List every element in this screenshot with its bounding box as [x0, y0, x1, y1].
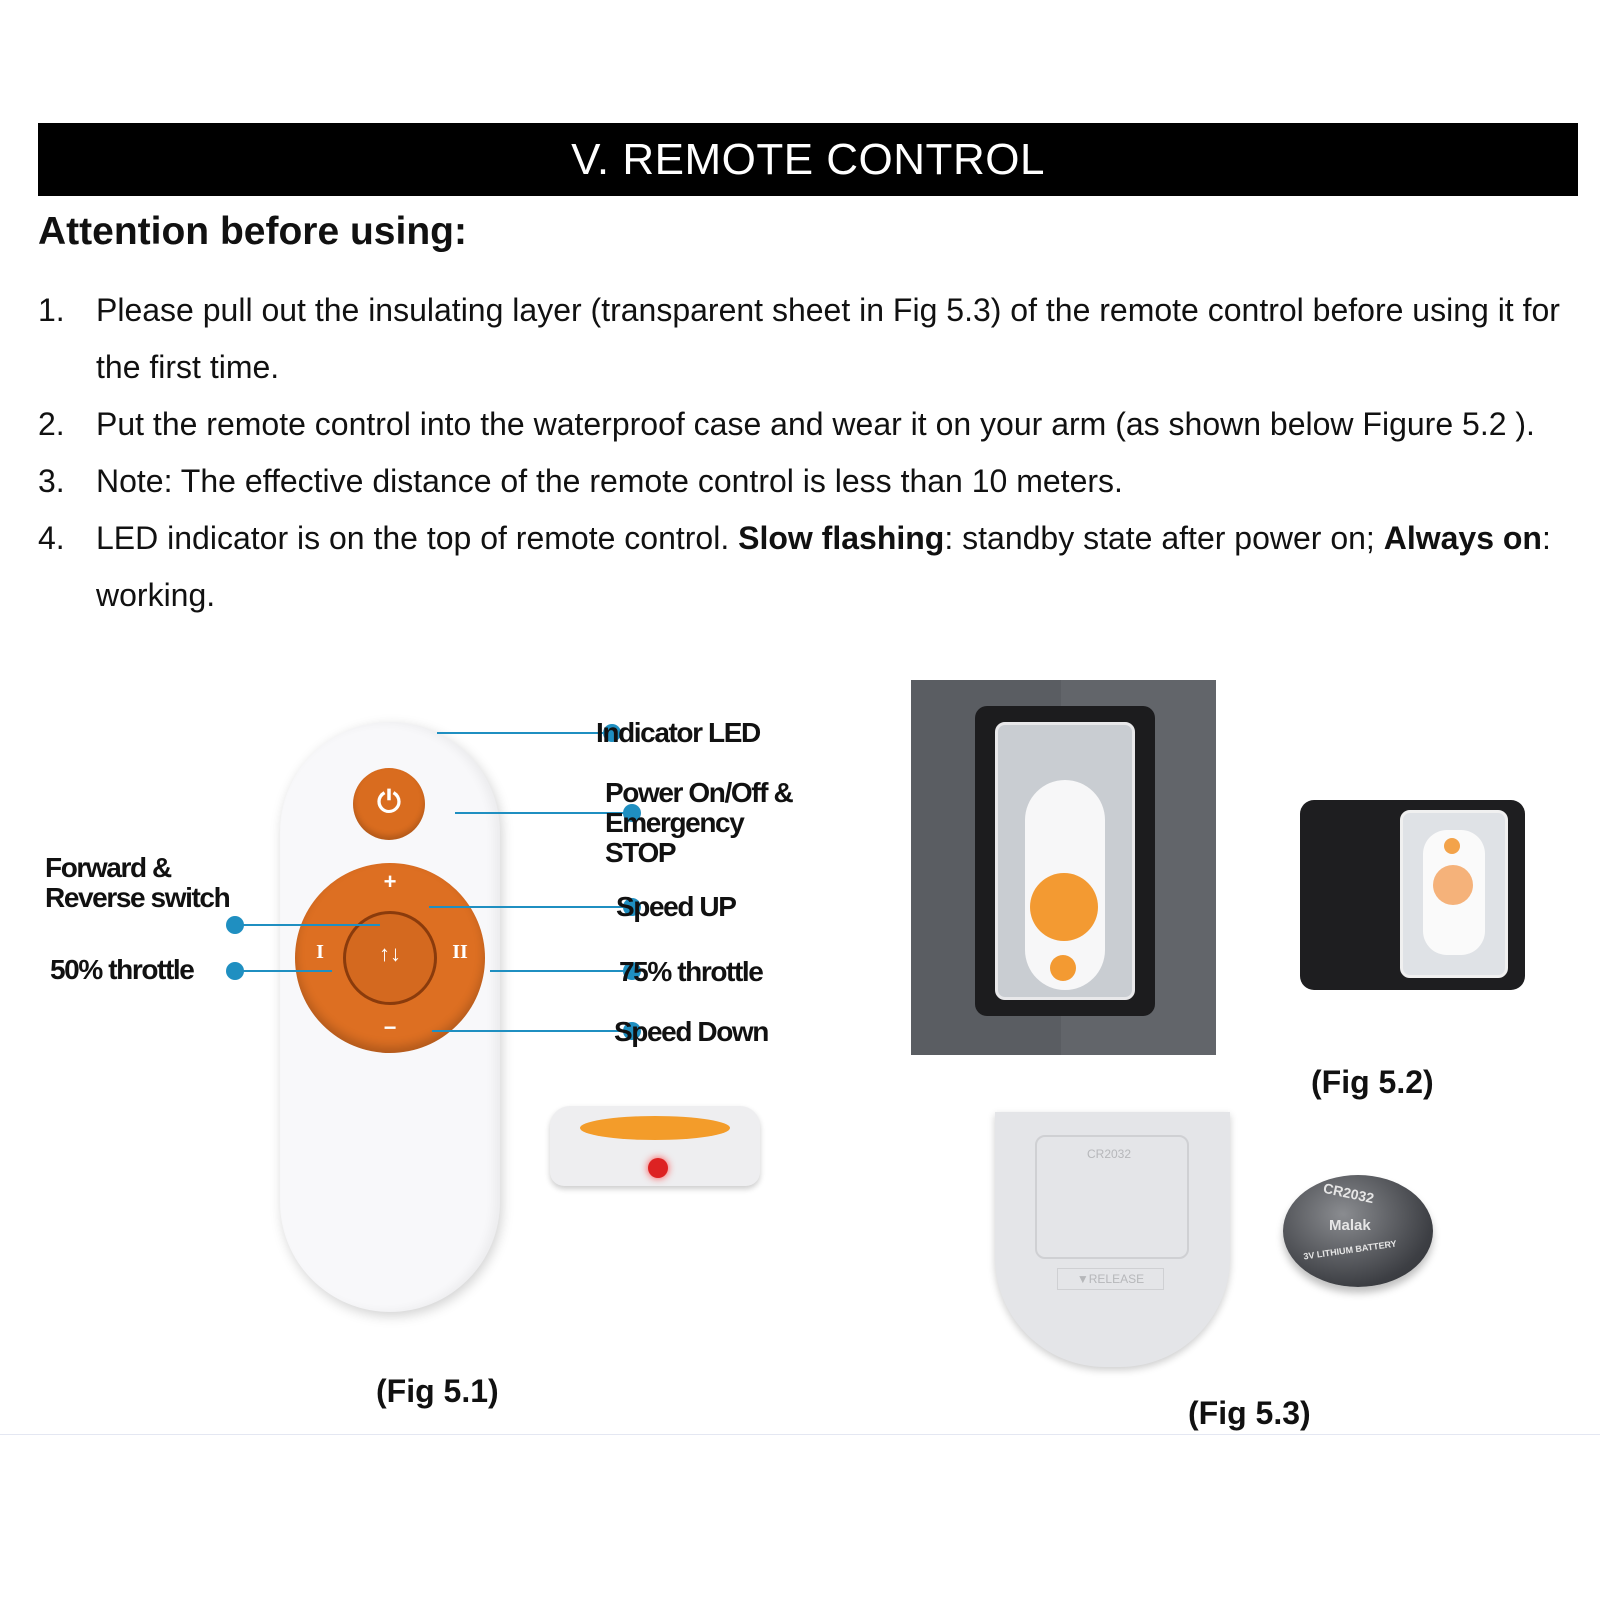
remote-power-illustration — [1444, 838, 1460, 854]
callout-line — [437, 732, 610, 734]
instruction-number: 4. — [38, 520, 65, 556]
battery-type-label: 3V LITHIUM BATTERY — [1302, 1238, 1398, 1262]
callout-line — [432, 1030, 626, 1032]
remote-top-button-illustration — [580, 1116, 730, 1140]
speed-down-label: Speed Down — [614, 1016, 769, 1047]
callout-line — [455, 812, 630, 814]
instruction-text: Note: The effective distance of the remote control is less than 10 meters. — [96, 463, 1123, 499]
callout-line — [242, 970, 332, 972]
throttle-75-icon: II — [452, 941, 468, 963]
power-button-illustration — [353, 768, 425, 840]
fig51-caption: (Fig 5.1) — [376, 1373, 499, 1409]
forward-reverse-label: Forward & Reverse switch — [45, 852, 230, 913]
fig53-caption: (Fig 5.3) — [1188, 1395, 1311, 1431]
release-label: ▼RELEASE — [1057, 1268, 1164, 1290]
throttle-50-label: 50% throttle — [50, 954, 194, 985]
instruction-text: : standby state after power on; — [944, 520, 1384, 556]
battery-model-label: CR2032 — [1321, 1179, 1376, 1207]
instruction-bold-term: Slow flashing — [738, 520, 945, 556]
instruction-text: LED indicator is on the top of remote control. — [96, 520, 739, 556]
power-label: Power On/Off & Emergency STOP — [605, 777, 793, 868]
power-icon: ⏻ — [377, 786, 401, 819]
callout-dot — [226, 916, 244, 934]
remote-diagram — [40, 680, 810, 1330]
page-divider — [0, 1434, 1600, 1435]
battery-brand-label: Malak — [1329, 1217, 1371, 1234]
instruction-text: Please pull out the insulating layer (transparent sheet in Fig 5.3) of the remote control before using it for the first time. — [96, 292, 1560, 385]
instruction-item — [38, 396, 1578, 453]
section-header — [38, 123, 1578, 196]
instruction-text: Put the remote control into the waterproof case and wear it on your arm (as shown below Figure 5.2 ). — [96, 406, 1535, 442]
instruction-text: : working. — [96, 520, 1551, 613]
remote-dpad-illustration — [1030, 873, 1098, 941]
instruction-number: 2. — [38, 406, 65, 442]
instruction-list — [38, 282, 1578, 624]
instruction-item — [38, 510, 1578, 624]
instruction-item — [38, 282, 1578, 396]
battery-cover-label: CR2032 — [1087, 1147, 1132, 1161]
instruction-number: 3. — [38, 463, 65, 499]
attention-heading: Attention before using: — [38, 210, 467, 253]
instruction-bold-term: Always on — [1383, 520, 1542, 556]
callout-line — [490, 970, 626, 972]
instruction-number: 1. — [38, 292, 65, 328]
remote-power-illustration — [1050, 955, 1076, 981]
plus-icon: + — [383, 869, 397, 894]
throttle-50-icon: I — [316, 941, 324, 963]
coin-battery-photo — [1283, 1175, 1433, 1287]
fig52-caption: (Fig 5.2) — [1311, 1064, 1434, 1100]
remote-dpad-illustration — [1433, 865, 1473, 905]
callout-line — [242, 924, 380, 926]
indicator-led-icon — [648, 1158, 668, 1178]
section-title: V. REMOTE CONTROL — [571, 134, 1045, 184]
indicator-led-label: Indicator LED — [596, 717, 760, 748]
throttle-75-label: 75% throttle — [619, 956, 763, 987]
speed-up-label: Speed UP — [616, 891, 736, 922]
instruction-item — [38, 453, 1578, 510]
callout-dot — [226, 962, 244, 980]
direction-arrows-icon: ↑↓ — [379, 941, 401, 966]
minus-icon: − — [383, 1015, 397, 1040]
callout-line — [429, 906, 626, 908]
